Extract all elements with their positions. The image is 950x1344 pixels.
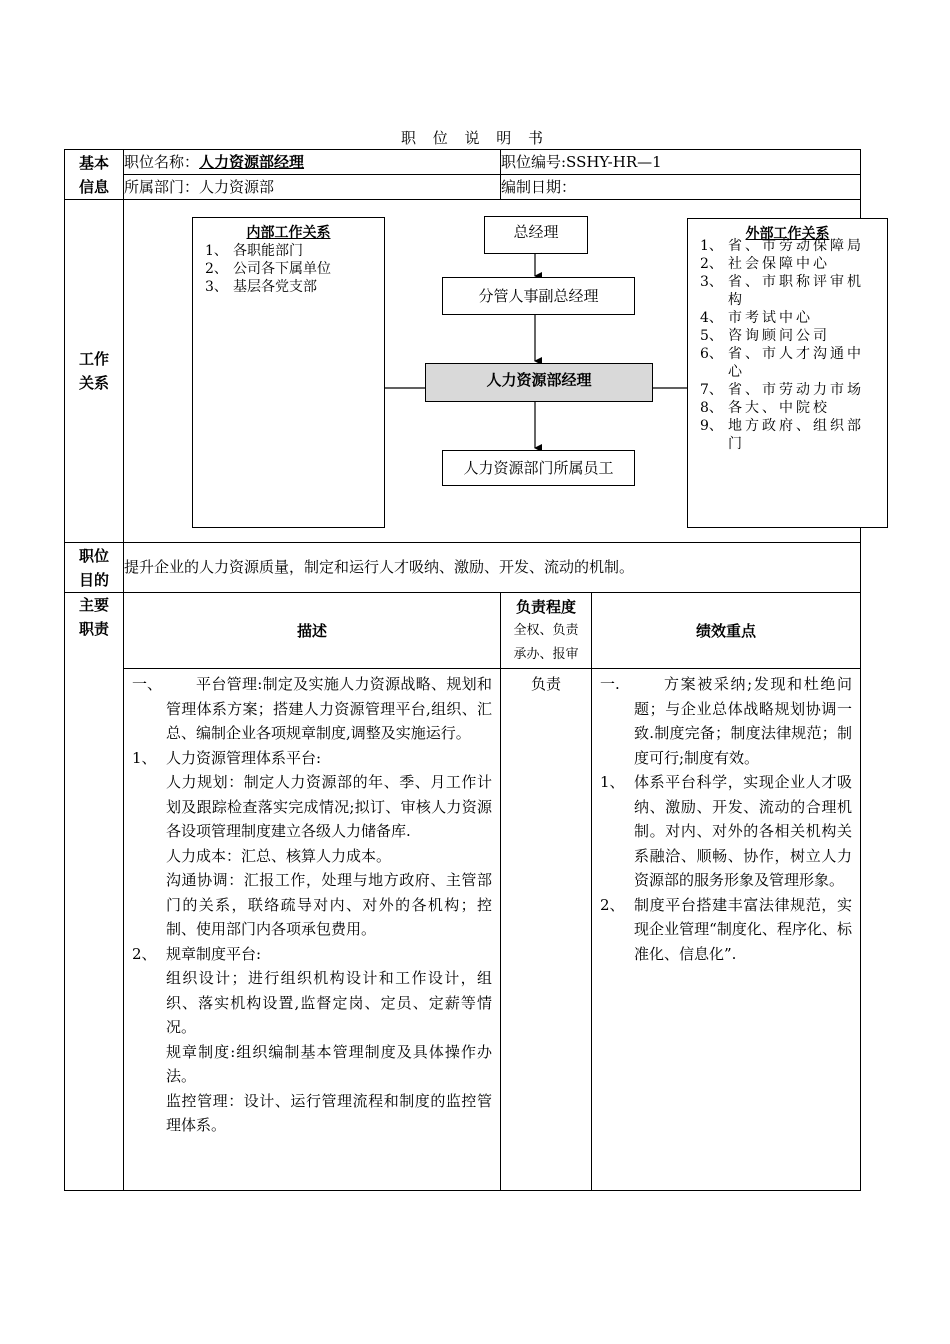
position-code: 职位编号:SSHY-HR—1 — [501, 150, 861, 175]
item-text: 社会保障中心 — [728, 256, 830, 272]
external-item — [700, 255, 877, 273]
document-title: 职 位 说 明 书 — [400, 129, 550, 147]
kpi-text: 体系平台科学，实现企业人才吸纳、激励、开发、流动的合理机制。对内、对外的各相关机构关系融洽、顺畅、协作，树立人力资源部的服务形象及管理形象。 — [634, 773, 853, 889]
purpose-text: 提升企业的人力资源质量，制定和运行人才吸纳、激励、开发、流动的机制。 — [124, 543, 861, 593]
kpi-item — [600, 893, 852, 967]
duties-label — [65, 593, 124, 1191]
work-relations-label-line1: 工作 — [78, 350, 109, 368]
desc-sub: 监控管理：设计、运行管理流程和制度的监控管理体系。 — [166, 1091, 492, 1134]
external-item — [700, 417, 877, 453]
col-header-responsibility-title: 负责程度 — [515, 597, 576, 616]
kpi-text: 制度平台搭建丰富法律规范，实现企业管理“制度化、程序化、标准化、信息化”. — [634, 895, 853, 963]
external-relations-box — [687, 218, 888, 528]
item-text: 省、市劳动力市场 — [728, 382, 864, 398]
external-item — [700, 327, 877, 345]
desc-text: 规章制度平台: — [166, 944, 262, 963]
external-relations-list — [688, 237, 887, 453]
external-relations-title: 外部工作关系 — [745, 226, 830, 242]
basic-info-label — [65, 150, 124, 200]
org-box-hr-manager: 人力资源部经理 — [425, 363, 653, 402]
org-box-vice-president: 分管人事副总经理 — [442, 277, 635, 315]
col-header-responsibility-sub2: 承办、报审 — [513, 646, 579, 662]
item-text: 市考试中心 — [728, 310, 813, 326]
desc-number: 一、 — [132, 675, 163, 693]
desc-text: 人力资源管理体系平台: — [166, 748, 322, 767]
work-relations-label — [65, 200, 124, 543]
duties-label-line2: 职责 — [78, 620, 109, 638]
basic-info-label-line2: 信息 — [78, 177, 109, 196]
duties-label-line1: 主要 — [78, 596, 109, 614]
desc-sub: 规章制度:组织编制基本管理制度及具体操作办法。 — [166, 1042, 492, 1085]
item-text: 公司各下属单位 — [233, 261, 331, 277]
internal-relations-title: 内部工作关系 — [246, 225, 331, 241]
purpose-label-line1: 职位 — [78, 546, 109, 565]
item-number: 1、 — [700, 238, 723, 254]
desc-item — [132, 672, 492, 746]
item-text: 咨询顾问公司 — [728, 328, 830, 344]
desc-sub: 沟通协调：汇报工作，处理与地方政府、主管部门的关系，联络疏导对内、对外的各机构；控制、使用部门内各项承包费用。 — [166, 871, 492, 938]
desc-sub: 人力规划：制定人力资源部的年、季、月工作计划及跟踪检查落实完成情况;拟订、审核人力资源各设项管理制度建立各级人力储备库. — [166, 773, 492, 840]
item-number: 2、 — [700, 256, 723, 272]
item-number: 5、 — [700, 328, 723, 344]
item-number: 7、 — [700, 382, 723, 398]
kpi-item — [600, 770, 852, 893]
work-relations-label-line2: 关系 — [78, 374, 109, 392]
item-number: 2、 — [205, 261, 228, 277]
item-text: 基层各党支部 — [233, 279, 317, 295]
position-name-prefix: 职位名称： — [124, 152, 200, 171]
desc-number: 1、 — [132, 748, 157, 767]
department: 所属部门：人力资源部 — [124, 175, 501, 200]
external-item — [700, 345, 877, 381]
item-number: 8、 — [700, 400, 723, 416]
internal-relations-box — [192, 217, 385, 528]
duties-description — [124, 669, 501, 1191]
position-name: 人力资源部经理 — [199, 152, 305, 171]
kpi-number: 一. — [600, 675, 620, 693]
kpi-number: 1、 — [600, 773, 625, 791]
item-text: 各大、中院校 — [728, 400, 830, 416]
relations-diagram — [124, 200, 864, 540]
purpose-label-line2: 目的 — [78, 570, 109, 589]
desc-text: 平台管理:制定及实施人力资源战略、规划和管理体系方案；搭建人力资源管理平台,组织、汇总、编制企业各项规章制度,调整及实施运行。 — [166, 675, 492, 742]
col-header-responsibility — [501, 593, 592, 669]
job-description-table — [64, 149, 864, 1191]
internal-item — [205, 242, 384, 260]
col-header-responsibility-sub1: 全权、负责 — [513, 622, 579, 638]
kpi-item — [600, 672, 852, 770]
org-box-general-manager: 总经理 — [484, 216, 588, 254]
item-number: 3、 — [205, 279, 228, 295]
desc-sub: 人力成本：汇总、核算人力成本。 — [166, 846, 392, 865]
desc-number: 2、 — [132, 944, 157, 963]
item-text: 省、市人才沟通中心 — [728, 346, 864, 380]
item-number: 4、 — [700, 310, 723, 326]
responsibility-level: 负责 — [501, 669, 592, 1191]
item-number: 3、 — [700, 274, 723, 290]
item-number: 6、 — [700, 346, 723, 362]
external-item — [700, 399, 877, 417]
item-number: 9、 — [700, 418, 723, 434]
desc-sub: 组织设计；进行组织机构设计和工作设计，组织、落实机构设置,监督定岗、定员、定薪等情况。 — [166, 969, 492, 1036]
col-header-kpi: 绩效重点 — [592, 593, 861, 669]
item-text: 省、市劳动保障局 — [728, 238, 864, 254]
external-item — [700, 273, 877, 309]
desc-item — [132, 746, 492, 771]
desc-item — [132, 942, 492, 967]
item-text: 各职能部门 — [233, 243, 303, 259]
internal-relations-list — [193, 242, 384, 296]
item-text: 省、市职称评审机构 — [728, 274, 864, 308]
item-text: 地方政府、组织部门 — [728, 418, 864, 452]
external-item — [700, 309, 877, 327]
position-name-cell — [124, 150, 501, 175]
col-header-description: 描述 — [124, 593, 501, 669]
internal-item — [205, 278, 384, 296]
purpose-label — [65, 543, 124, 593]
kpi-number: 2、 — [600, 895, 625, 914]
duties-kpi — [592, 669, 861, 1191]
compile-date: 编制日期： — [501, 175, 861, 200]
org-box-hr-staff: 人力资源部门所属员工 — [442, 450, 635, 486]
item-number: 1、 — [205, 243, 228, 259]
kpi-text: 方案被采纳;发现和杜绝问题；与企业总体战略规划协调一致.制度完备；制度法律规范；制度可行;制度有效。 — [634, 675, 853, 767]
internal-item — [205, 260, 384, 278]
work-relations-cell — [124, 200, 864, 543]
basic-info-label-line1: 基本 — [78, 153, 109, 172]
external-item — [700, 381, 877, 399]
external-item — [700, 237, 877, 255]
